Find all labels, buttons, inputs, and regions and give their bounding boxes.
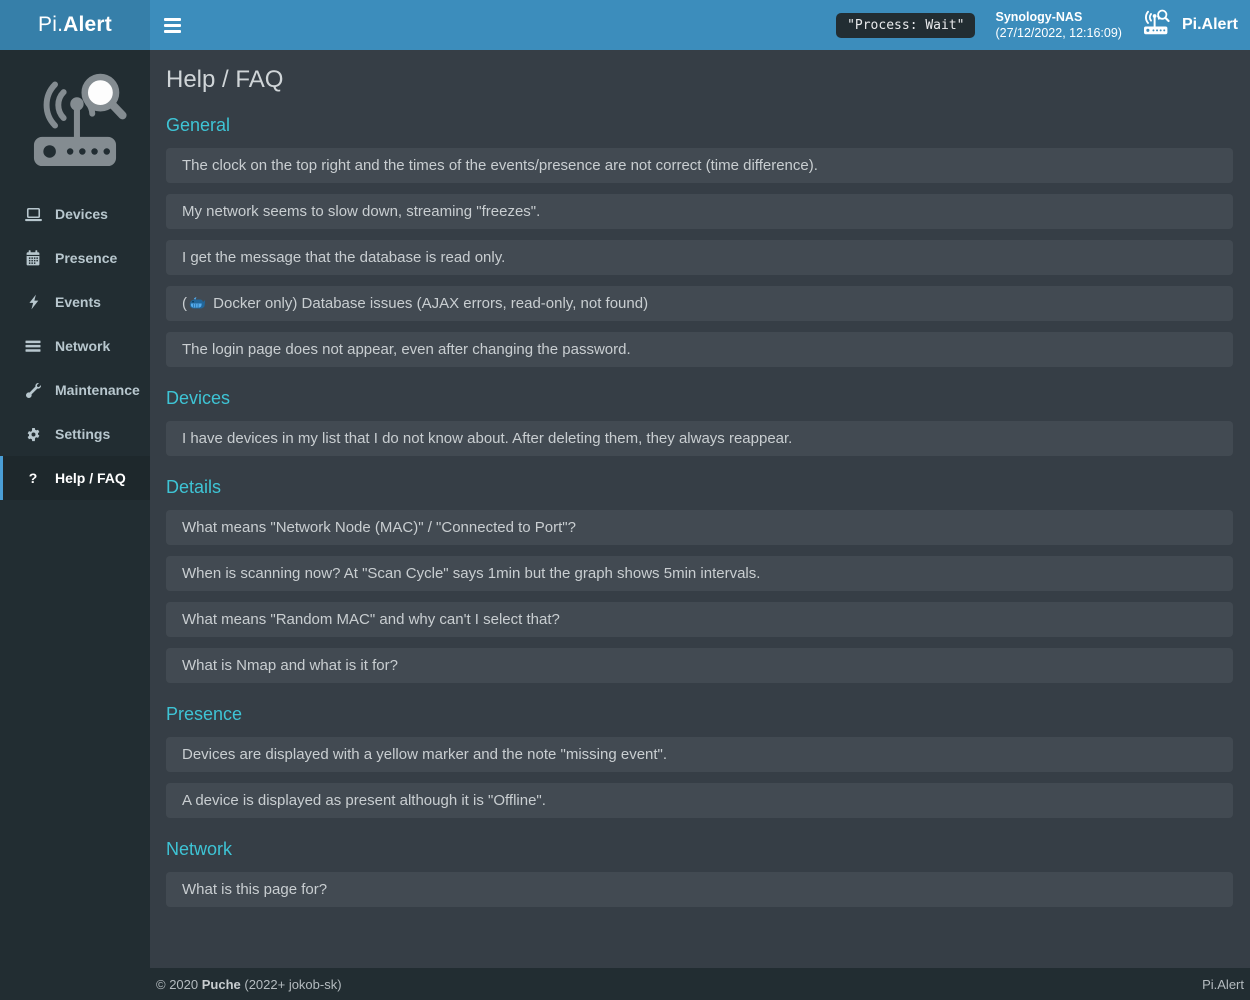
faq-section-heading: Details [166, 477, 222, 497]
sidebar-item-label: Help / FAQ [55, 470, 126, 486]
faq-item[interactable]: What is Nmap and what is it for? [166, 648, 1233, 683]
footer-brand: Pi.Alert [1202, 976, 1244, 992]
faq-item[interactable]: The clock on the top right and the times of the events/presence are not correct (time difference). [166, 148, 1233, 183]
router-scan-logo [0, 50, 150, 192]
docker-whale-icon [188, 296, 206, 311]
network-icon [24, 338, 42, 354]
faq-section-heading: General [166, 115, 231, 135]
main-content [150, 50, 1250, 968]
sidebar-item-maintenance[interactable] [0, 368, 150, 412]
hamburger-icon [164, 18, 181, 21]
faq-section-heading: Presence [166, 704, 243, 724]
process-status-badge: "Process: Wait" [836, 13, 975, 38]
faq-item[interactable]: ( Docker only) Database issues (AJAX errors, read-only, not found) [166, 286, 1233, 321]
sidebar-item-presence[interactable] [0, 236, 150, 280]
sidebar-item-help-faq[interactable] [0, 456, 150, 500]
faq-item[interactable]: What means "Network Node (MAC)" / "Connected to Port"? [166, 510, 1233, 545]
sidebar-item-label: Presence [55, 250, 118, 266]
sidebar-item-events[interactable] [0, 280, 150, 324]
faq-item[interactable]: I have devices in my list that I do not know about. After deleting them, they always reappear. [166, 421, 1233, 456]
faq-sections [166, 115, 1233, 907]
bolt-icon [24, 294, 42, 310]
navbar-brand[interactable] [1142, 9, 1238, 41]
footer-copyright: © 2020 Puche (2022+ jokob-sk) [156, 976, 342, 992]
footer [0, 968, 1250, 1000]
faq-section-heading: Devices [166, 388, 231, 408]
wrench-icon [24, 383, 42, 398]
navbar-brand-label: Pi.Alert [1181, 16, 1238, 33]
footer-author: Puche [201, 976, 241, 992]
sidebar-toggle-button[interactable] [150, 0, 195, 50]
faq-item[interactable]: When is scanning now? At "Scan Cycle" says 1min but the graph shows 5min intervals. [166, 556, 1233, 591]
sidebar-item-network[interactable] [0, 324, 150, 368]
sidebar [0, 50, 150, 968]
host-clock [995, 9, 1122, 41]
faq-item[interactable]: My network seems to slow down, streaming "freezes". [166, 194, 1233, 229]
faq-item[interactable]: Devices are displayed with a yellow marker and the note "missing event". [166, 737, 1233, 772]
faq-item[interactable]: I get the message that the database is read only. [166, 240, 1233, 275]
host-time: (27/12/2022, 12:16:09) [995, 26, 1122, 40]
faq-section-heading: Network [166, 839, 233, 859]
faq-item[interactable]: The login page does not appear, even after changing the password. [166, 332, 1233, 367]
gear-icon [24, 427, 42, 442]
sidebar-item-label: Maintenance [55, 382, 140, 398]
sidebar-menu [0, 192, 150, 500]
faq-item[interactable]: What means "Random MAC" and why can't I select that? [166, 602, 1233, 637]
host-name: Synology-NAS [995, 10, 1083, 24]
app-logo-prefix: Pi. [38, 13, 64, 36]
sidebar-item-label: Devices [55, 206, 108, 222]
sidebar-item-label: Network [55, 338, 111, 354]
laptop-icon [24, 207, 42, 222]
calendar-icon [24, 250, 42, 266]
faq-item[interactable]: What is this page for? [166, 872, 1233, 907]
router-scan-icon-small [1142, 9, 1173, 41]
faq-item[interactable]: A device is displayed as present although it is "Offline". [166, 783, 1233, 818]
app-logo-bold: Alert [63, 13, 112, 36]
app-logo[interactable] [0, 0, 150, 50]
question-icon: ? [28, 470, 38, 486]
sidebar-item-label: Settings [55, 426, 111, 442]
sidebar-item-settings[interactable] [0, 412, 150, 456]
page-title: Help / FAQ [166, 66, 284, 93]
sidebar-item-label: Events [55, 294, 101, 310]
sidebar-item-devices[interactable] [0, 192, 150, 236]
top-navbar [0, 0, 1250, 50]
